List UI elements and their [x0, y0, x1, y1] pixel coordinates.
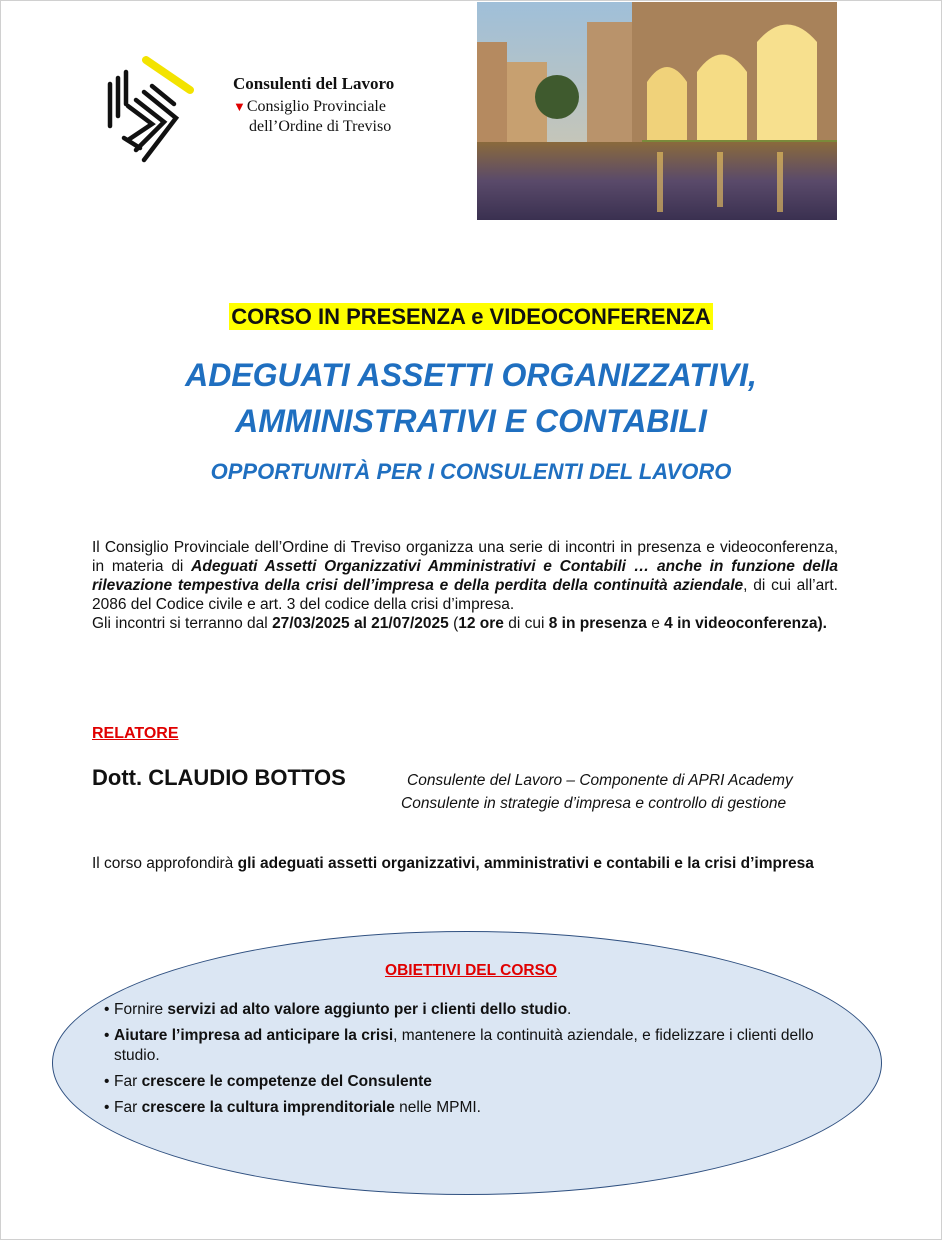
course-title: ADEGUATI ASSETTI ORGANIZZATIVI, AMMINISTRATIVI E CONTABILI [185, 357, 757, 439]
treviso-canal-photo [477, 2, 837, 220]
speaker-name: Dott. CLAUDIO BOTTOS [92, 765, 346, 790]
course-subtitle: OPPORTUNITÀ PER I CONSULENTI DEL LAVORO [210, 459, 732, 484]
speaker-role-1: Consulente del Lavoro – Componente di APRI Academy [407, 772, 793, 789]
objective-item: • Fornire servizi ad alto valore aggiunto per i clienti dello studio. [104, 1000, 859, 1020]
objective-item: • Far crescere la cultura imprenditoriale nelle MPMI. [104, 1098, 859, 1118]
order-logo [100, 56, 200, 168]
red-triangle-icon: ▼ [233, 99, 246, 114]
objectives-list [104, 1000, 859, 1124]
objectives-heading: OBIETTIVI DEL CORSO [385, 962, 557, 979]
speaker-heading: RELATORE [92, 725, 179, 742]
course-summary: Il corso approfondirà gli adeguati assetti organizzativi, amministrativi e contabili e la crisi d’impresa [92, 855, 814, 872]
intro-paragraph-1: Il Consiglio Provinciale dell’Ordine di Treviso organizza una serie di incontri in presenza e videoconferenza, in materia di Adeguati Assetti Organizzativi Amministrativi e Contabili … anche in funzione della rilevazione tempestiva della crisi dell’impresa e della perdita della continuità aziendale, di cui all’art. 2086 del Codice civile e art. 3 del codice della crisi d’impresa. [92, 539, 839, 613]
speaker-role-2: Consulente in strategie d’impresa e controllo di gestione [401, 795, 787, 812]
org-council-line: ▼Consiglio Provinciale [233, 98, 386, 115]
org-order-line: dell’Ordine di Treviso [249, 118, 392, 135]
intro-text [92, 538, 838, 633]
objective-item: • Aiutare l’impresa ad anticipare la crisi, mantenere la continuità aziendale, e fidelizzare i clienti dello studio. [104, 1026, 859, 1066]
course-type-banner: CORSO IN PRESENZA e VIDEOCONFERENZA [231, 304, 711, 329]
objective-item: • Far crescere le competenze del Consulente [104, 1072, 859, 1092]
intro-paragraph-2: Gli incontri si terranno dal 27/03/2025 al 21/07/2025 (12 ore di cui 8 in presenza e 4 in videoconferenza). [92, 615, 827, 632]
org-name: Consulenti del Lavoro [233, 74, 395, 93]
